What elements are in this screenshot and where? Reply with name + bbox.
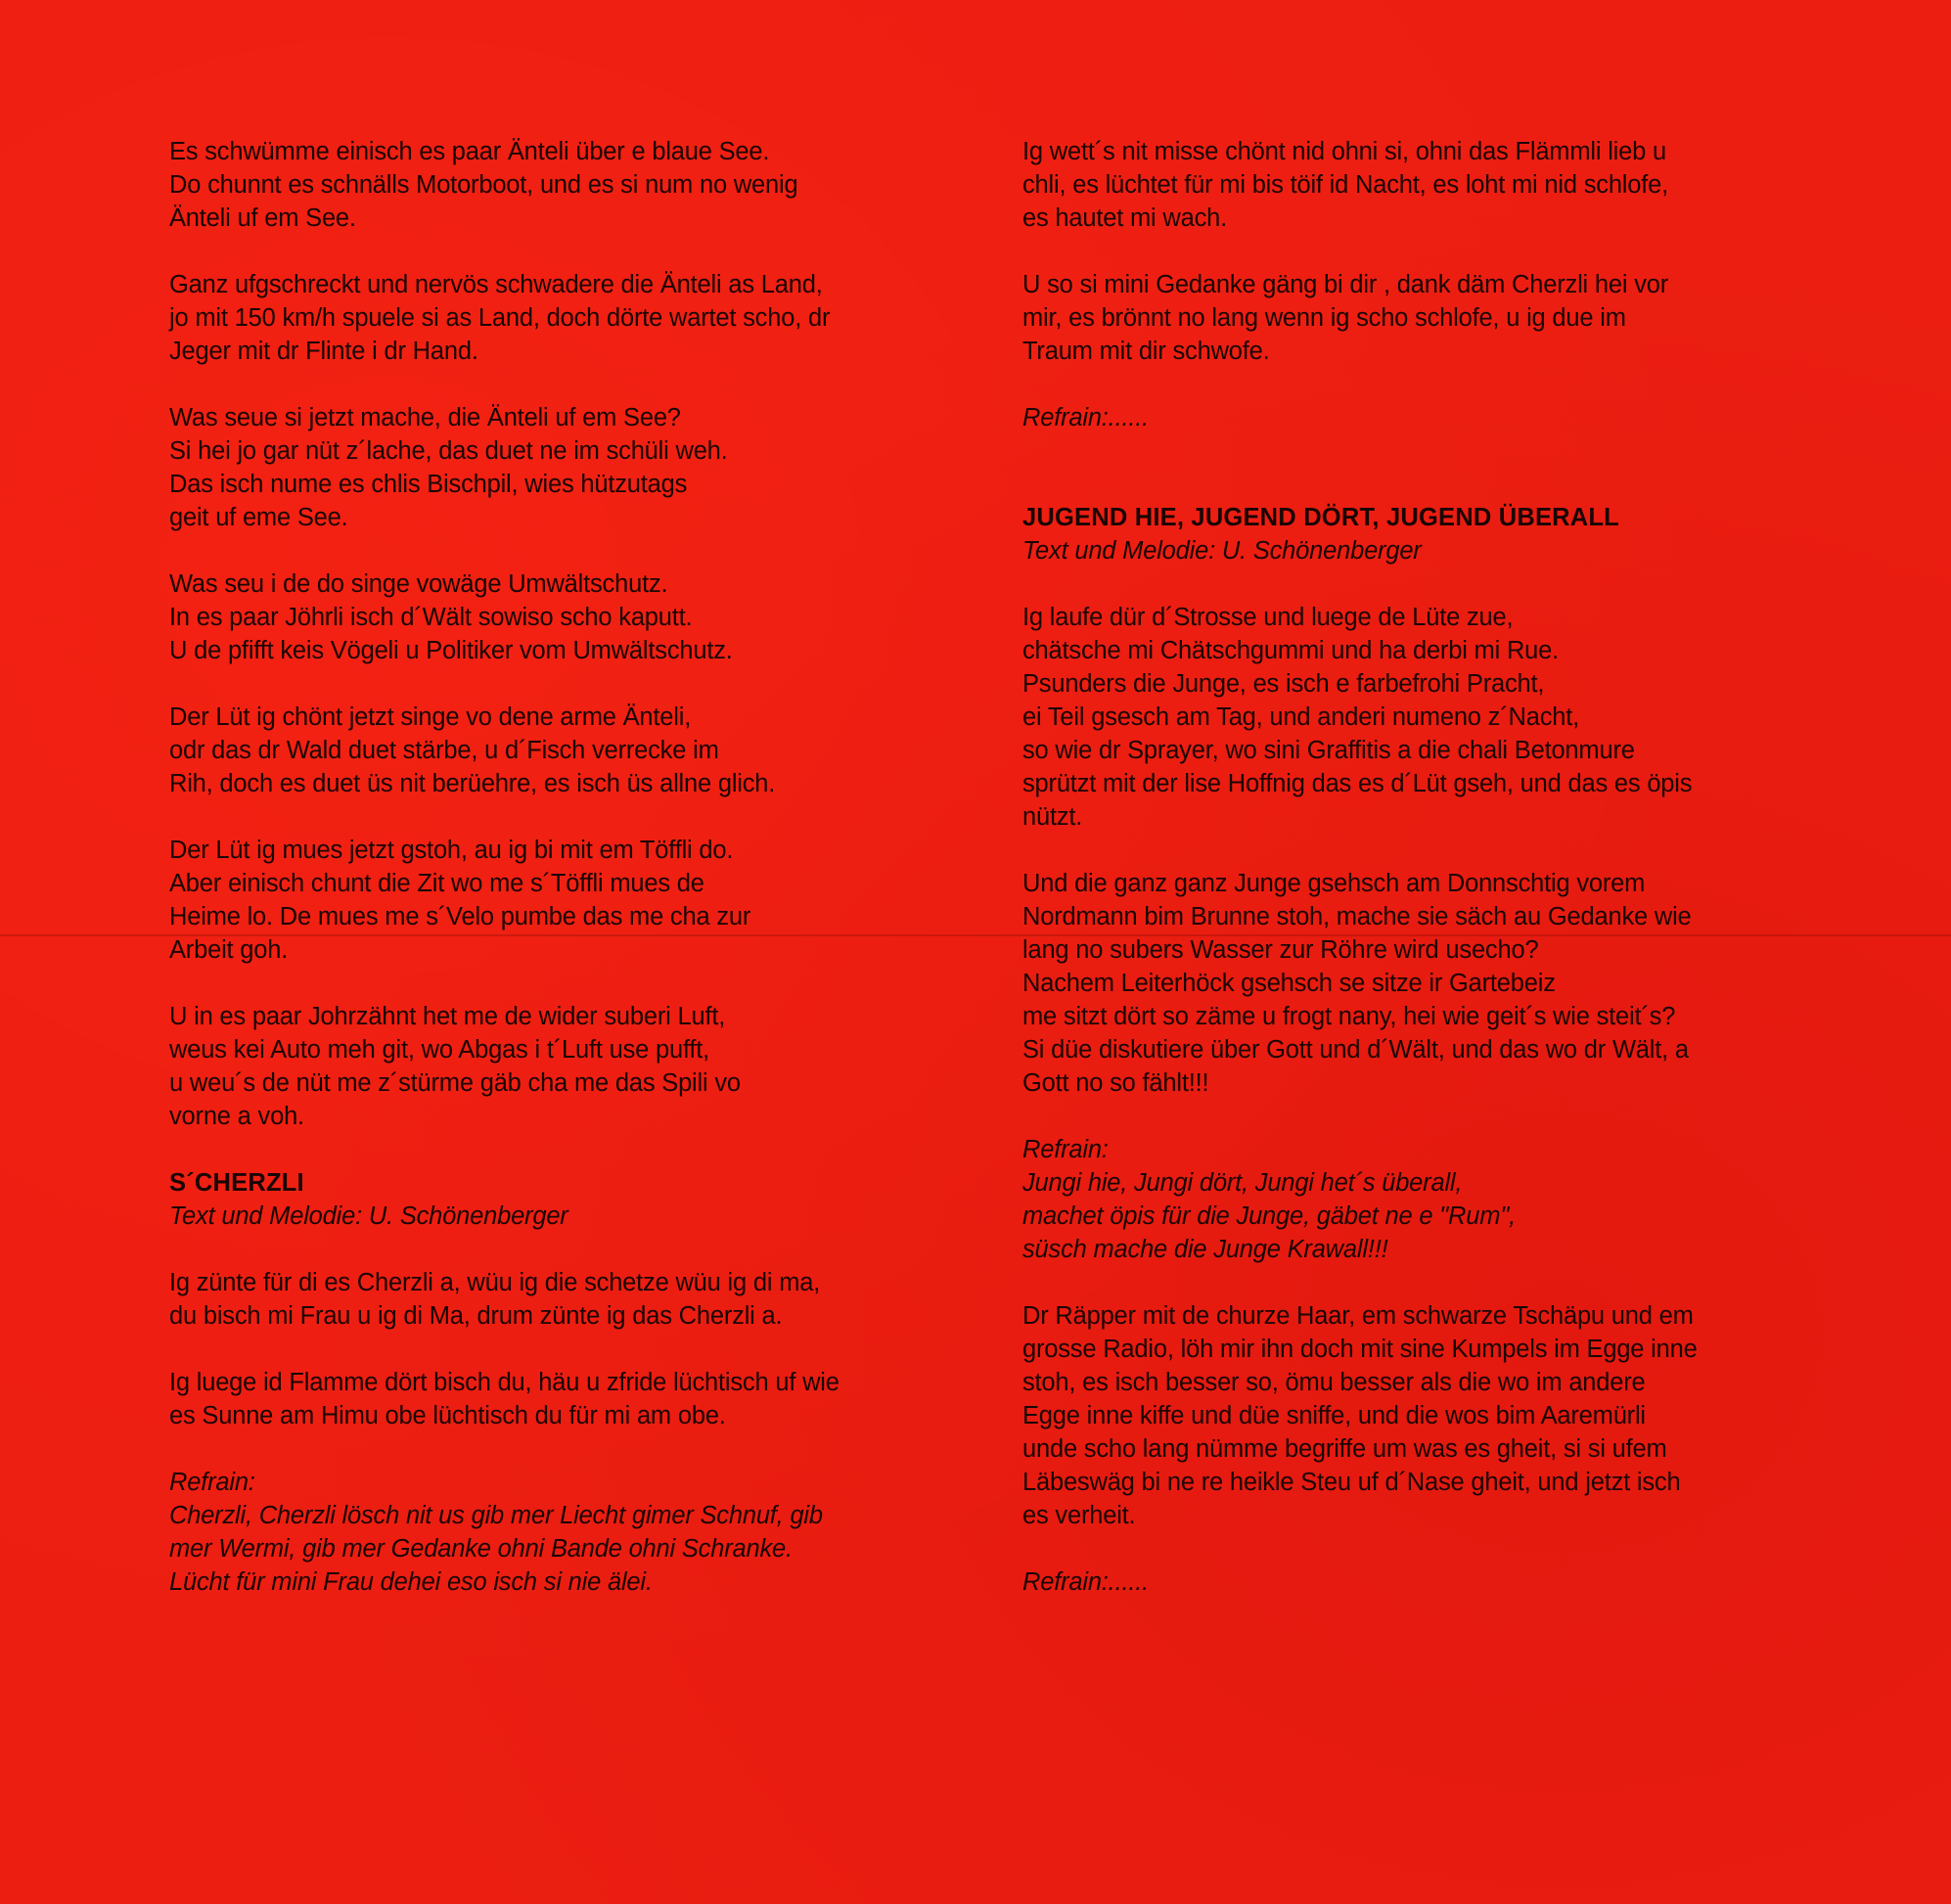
lyric-line: Was seu i de do singe vowäge Umwältschutz.	[169, 570, 668, 598]
refrain-block	[1022, 1133, 1844, 1266]
stanza	[169, 268, 991, 368]
stanza	[169, 567, 991, 667]
lyric-line: Heime lo. De mues me s´Velo pumbe das me cha zur	[169, 903, 751, 930]
spacer	[1022, 567, 1844, 601]
stanza	[169, 1366, 991, 1432]
lyric-line: Si düe diskutiere über Gott und d´Wält, und das wo dr Wält, a	[1022, 1036, 1689, 1064]
lyric-line: Ig luege id Flamme dört bisch du, häu u zfride lüchtisch uf wie	[169, 1369, 839, 1396]
refrain-line: mer Wermi, gib mer Gedanke ohni Bande ohni Schranke.	[169, 1535, 793, 1563]
lyric-line: Änteli uf em See.	[169, 204, 356, 232]
lyric-line: Der Lüt ig mues jetzt gstoh, au ig bi mit em Töffli do.	[169, 837, 734, 864]
spacer	[169, 1233, 991, 1266]
refrain-line: Jungi hie, Jungi dört, Jungi het´s überall,	[1022, 1169, 1463, 1197]
lyric-line: stoh, es isch besser so, ömu besser als die wo im andere	[1022, 1369, 1646, 1396]
lyric-line: nützt.	[1022, 803, 1083, 831]
stanza	[1022, 601, 1844, 834]
lyric-line: Ganz ufgschreckt und nervös schwadere die Änteli as Land,	[169, 271, 823, 298]
stanza	[169, 135, 991, 235]
refrain-reference: Refrain:......	[1022, 1568, 1149, 1596]
song-heading	[1022, 501, 1844, 567]
lyric-line: vorne a voh.	[169, 1103, 304, 1130]
lyric-line: Traum mit dir schwofe.	[1022, 338, 1270, 365]
lyric-line: Si hei jo gar nüt z´lache, das duet ne im schüli weh.	[169, 437, 728, 465]
lyric-line: Aber einisch chunt die Zit wo me s´Töffli mues de	[169, 870, 704, 897]
song-title: S´CHERZLI	[169, 1169, 304, 1197]
lyric-line: mir, es brönnt no lang wenn ig scho schlofe, u ig due im	[1022, 304, 1626, 332]
stanza	[169, 1266, 991, 1333]
lyric-line: Dr Räpper mit de churze Haar, em schwarze Tschäpu und em	[1022, 1302, 1694, 1330]
lyric-line: weus kei Auto meh git, wo Abgas i t´Luft use pufft,	[169, 1036, 710, 1064]
refrain-line: süsch mache die Junge Krawall!!!	[1022, 1236, 1388, 1263]
lyric-line: In es paar Jöhrli isch d´Wält sowiso scho kaputt.	[169, 604, 693, 631]
spacer	[1022, 434, 1844, 501]
stanza	[1022, 135, 1844, 235]
stanza	[1022, 268, 1844, 368]
lyric-line: Das isch nume es chlis Bischpil, wies hützutags	[169, 471, 688, 498]
refrain-line: Cherzli, Cherzli lösch nit us gib mer Liecht gimer Schnuf, gib	[169, 1502, 823, 1529]
lyric-line: so wie dr Sprayer, wo sini Graffitis a die chali Betonmure	[1022, 737, 1635, 764]
stanza	[1022, 867, 1844, 1100]
lyric-line: Rih, doch es duet üs nit berüehre, es isch üs allne glich.	[169, 770, 776, 797]
lyric-line: es Sunne am Himu obe lüchtisch du für mi am obe.	[169, 1402, 726, 1429]
lyric-line: Do chunnt es schnälls Motorboot, und es si num no wenig	[169, 171, 798, 199]
refrain-label: Refrain:	[169, 1469, 255, 1496]
lyric-line: Was seue si jetzt mache, die Änteli uf em See?	[169, 404, 681, 431]
stanza	[169, 834, 991, 967]
lyric-line: me sitzt dört so zäme u frogt nany, hei wie geit´s wie steit´s?	[1022, 1003, 1676, 1030]
lyric-line: Jeger mit dr Flinte i dr Hand.	[169, 338, 478, 365]
song-credit: Text und Melodie: U. Schönenberger	[1022, 537, 1422, 565]
lyric-line: es verheit.	[1022, 1502, 1136, 1529]
lyric-line: Es schwümme einisch es paar Änteli über e blaue See.	[169, 138, 770, 165]
lyric-line: Ig wett´s nit misse chönt nid ohni si, ohni das Flämmli lieb u	[1022, 138, 1666, 165]
lyric-line: jo mit 150 km/h spuele si as Land, doch dörte wartet scho, dr	[169, 304, 831, 332]
lyric-line: chätsche mi Chätschgummi und ha derbi mi Rue.	[1022, 637, 1560, 664]
lyric-line: ei Teil gsesch am Tag, und anderi numeno z´Nacht,	[1022, 703, 1580, 731]
lyric-line: odr das dr Wald duet stärbe, u d´Fisch verrecke im	[169, 737, 719, 764]
lyric-line: grosse Radio, löh mir ihn doch mit sine Kumpels im Egge inne	[1022, 1336, 1698, 1363]
lyric-line: lang no subers Wasser zur Röhre wird usecho?	[1022, 936, 1539, 964]
lyric-line: chli, es lüchtet für mi bis töif id Nacht, es loht mi nid schlofe,	[1022, 171, 1668, 199]
refrain-label: Refrain:	[1022, 1136, 1109, 1163]
refrain-block	[169, 1466, 991, 1599]
lyric-line: U in es paar Johrzähnt het me de wider suberi Luft,	[169, 1003, 726, 1030]
stanza	[169, 701, 991, 800]
lyric-line: Gott no so fählt!!!	[1022, 1069, 1209, 1097]
lyric-line: sprützt mit der lise Hoffnig das es d´Lüt gseh, und das es öpis	[1022, 770, 1693, 797]
left-column	[169, 135, 991, 1632]
lyric-line: Der Lüt ig chönt jetzt singe vo dene arme Änteli,	[169, 703, 692, 731]
refrain-reference: Refrain:......	[1022, 404, 1149, 431]
lyric-line: Läbeswäg bi ne re heikle Steu uf d´Nase gheit, und jetzt isch	[1022, 1469, 1681, 1496]
lyric-line: Egge inne kiffe und düe sniffe, und die wos bim Aaremürli	[1022, 1402, 1646, 1429]
lyric-line: es hautet mi wach.	[1022, 204, 1228, 232]
song-title: JUGEND HIE, JUGEND DÖRT, JUGEND ÜBERALL	[1022, 504, 1619, 531]
lyric-line: Nordmann bim Brunne stoh, mache sie säch au Gedanke wie	[1022, 903, 1692, 930]
lyric-line: U so si mini Gedanke gäng bi dir , dank däm Cherzli hei vor	[1022, 271, 1669, 298]
lyric-line: geit uf eme See.	[169, 504, 348, 531]
stanza	[169, 401, 991, 534]
lyric-line: Und die ganz ganz Junge gsehsch am Donnschtig vorem	[1022, 870, 1646, 897]
right-column	[1022, 135, 1844, 1599]
lyric-line: Ig zünte für di es Cherzli a, wüu ig die schetze wüu ig di ma,	[169, 1269, 821, 1296]
stanza	[1022, 1299, 1844, 1532]
song-heading	[169, 1166, 991, 1233]
lyric-line: Nachem Leiterhöck gsehsch se sitze ir Gartebeiz	[1022, 970, 1556, 997]
refrain-line: Lücht für mini Frau dehei eso isch si nie älei.	[169, 1568, 653, 1596]
lyric-line: u weu´s de nüt me z´stürme gäb cha me das Spili vo	[169, 1069, 741, 1097]
stanza	[169, 1000, 991, 1133]
refrain-line: machet öpis für die Junge, gäbet ne e "Rum",	[1022, 1202, 1517, 1230]
lyric-line: Ig laufe dür d´Strosse und luege de Lüte zue,	[1022, 604, 1514, 631]
lyric-line: Arbeit goh.	[169, 936, 289, 964]
lyric-line: U de pfifft keis Vögeli u Politiker vom Umwältschutz.	[169, 637, 733, 664]
lyric-line: unde scho lang nümme begriffe um was es gheit, si si ufem	[1022, 1435, 1667, 1463]
lyric-line: du bisch mi Frau u ig di Ma, drum zünte ig das Cherzli a.	[169, 1302, 783, 1330]
lyric-line: Psunders die Junge, es isch e farbefrohi Pracht,	[1022, 670, 1545, 698]
song-credit: Text und Melodie: U. Schönenberger	[169, 1202, 568, 1230]
